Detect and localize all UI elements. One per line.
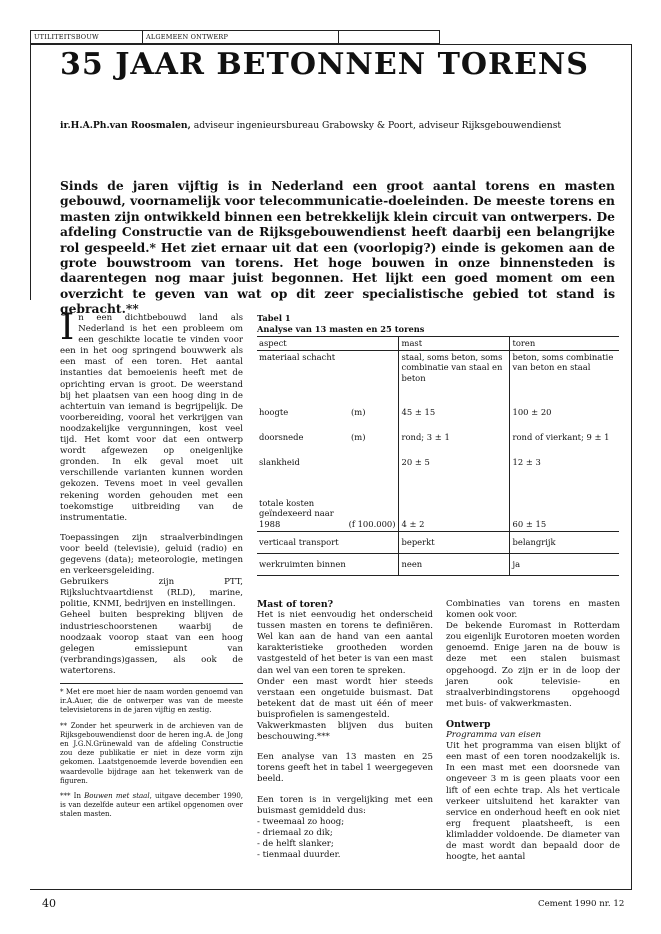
page-number: 40 (42, 897, 56, 910)
article-title: 35 JAAR BETONNEN TORENS (60, 47, 589, 82)
cell-toren: belangrijk (509, 531, 619, 553)
cell-aspect (257, 456, 398, 481)
cell-aspect (257, 481, 398, 531)
aspect-name: werkruimten binnen (259, 558, 346, 569)
intro-paragraph (60, 307, 243, 524)
analysis-paragraph: Een analyse van 13 masten en 25 torens geeft het in tabel 1 weergegeven beeld. (257, 752, 433, 785)
journal-issue: Cement 1990 nr. 12 (538, 899, 625, 909)
subheading-programma-van-eisen: Programma van eisen (446, 730, 542, 741)
users-paragraph: Gebruikers zijn PTT, Rijksluchtvaartdienst (RLD), marine, politie, KNMI, bedrijven en instellingen. (60, 577, 243, 610)
footnotes (60, 688, 243, 826)
table-row (257, 481, 619, 531)
column-2 (257, 599, 433, 861)
list-item: - driemaal zo dik; (257, 827, 333, 838)
footnote-3-prefix: *** In (60, 792, 85, 801)
aspect-name: slankheid (259, 457, 300, 468)
cell-mast: staal, soms beton, soms combinatie van staal en beton (398, 350, 509, 406)
table-row (257, 553, 619, 575)
footnote-2: ** Zonder het speurwerk in de archieven van de Rijksgebouwendienst door de heren ing.A. de Jong en J.G.N.Grünewald van de afdeling Constructie zou deze publikatie er niet in deze vorm zijn gekomen. Laatstgenoemde leverde bovendien een waardevolle bijdrage aan het tekenwerk van de figuren. (60, 721, 243, 785)
list-item: - tweemaal zo hoog; (257, 816, 345, 827)
aspect-unit: (m) (351, 407, 366, 418)
aspect-unit: (m) (351, 432, 366, 443)
vakwerk-paragraph: Vakwerkmasten blijven dus buiten beschouwing.*** (257, 721, 433, 743)
definition-paragraph: Het is niet eenvoudig het onderscheid tussen masten en torens te definiëren. Wel kan aan de hand van een aantal karakteristieke grootheden worden vastgesteld of het beter is van een mast dan wel van een toren te spreken. (257, 610, 433, 676)
frame-right-rule (631, 44, 632, 890)
footnote-rule (60, 683, 243, 684)
comparison-paragraph: Een toren is in vergelijking met een buismast gemiddeld dus: (257, 794, 433, 816)
section-tab-empty (339, 31, 439, 43)
table-row (257, 431, 619, 456)
drop-cap: I (60, 307, 75, 348)
byline (60, 120, 561, 131)
table-header-row (257, 337, 619, 351)
footnote-3-text: , uitgave december 1990, is van dezelfde auteur een artikel opgenomen over stalen masten. (60, 792, 243, 819)
applications-paragraph: Toepassingen zijn straalverbindingen voor beeld (televisie), geluid (radio) en gegevens (data); meteorologie, metingen en verkeersgeleiding. (60, 532, 243, 577)
table-row (257, 456, 619, 481)
cell-mast: 45 ± 15 (398, 406, 509, 431)
lead-paragraph: Sinds de jaren vijftig is in Nederland een groot aantal torens en masten gebouwd, voornamelijk voor telecommunicatie-doeleinden. De meeste torens en masten zijn ontwikkeld binnen een betrekkelijk klein circuit van ontwerpers. De afdeling Constructie van de Rijksgebouwendienst heeft daarbij een belangrijke rol gespeeld.* Het ziet ernaar uit dat een (voorlopig?) einde is gekomen aan de grote bouwstroom van torens. Het hoge bouwen in onze binnensteden is daarentegen nog maar juist begonnen. Het lijkt een goed moment om een overzicht te geven van wat op dit zeer specialistische gebied tot stand is gebracht.** (60, 178, 615, 317)
table-title (257, 313, 424, 334)
header-aspect: aspect (257, 337, 398, 351)
section-tab-bar (30, 30, 440, 44)
cell-aspect (257, 531, 398, 553)
list-item: - tienmaal duurder. (257, 849, 341, 860)
mast-definition-paragraph: Onder een mast wordt hier steeds verstaan een ongetuide buismast. Dat betekent dat de mast uit één of meer buisprofielen is samengesteld. (257, 676, 433, 720)
footnote-3 (60, 792, 243, 820)
combinations-paragraph: Combinaties van torens en masten komen ook voor. (446, 599, 620, 621)
header-mast: mast (398, 337, 509, 351)
euromast-paragraph: De bekende Euromast in Rotterdam zou eigenlijk Eurotoren moeten worden genoemd. Enige jaren na de bouw is deze met een stalen buismast opgehoogd. Zo zijn er in de loop der jaren ook televisie- en straalverbindingstorens opgehoogd met buis- of vakwerkmasten. (446, 621, 620, 709)
analysis-table (257, 336, 619, 576)
cell-mast: neen (398, 553, 509, 575)
section-heading-ontwerp: Ontwerp (446, 718, 491, 730)
cell-aspect (257, 350, 398, 406)
table-row (257, 350, 619, 406)
cell-aspect (257, 431, 398, 456)
program-paragraph: Uit het programma van eisen blijkt of een mast of een toren noodzakelijk is. In een mast met een doorsnede van ongeveer 3 m is geen plaats voor een lift of een echte trap. Als het verticale verkeer uitsluitend het karakter van service en onderhoud heeft en ook niet erg frequent plaatsheeft, is een klimladder voldoende. De diameter van de mast wordt dan bepaald door de hoogte, het aantal (446, 741, 620, 863)
cell-mast: beperkt (398, 531, 509, 553)
author-affiliation: adviseur ingenieursbureau Grabowsky & Poort, adviseur Rijksgebouwendienst (190, 120, 562, 131)
aspect-unit: (f 100.000) (348, 519, 396, 529)
frame-left-rule (30, 44, 31, 300)
cell-toren: beton, soms combinatie van beton en staal (509, 350, 619, 406)
cell-toren: 12 ± 3 (509, 456, 619, 481)
table-caption: Analyse van 13 masten en 25 torens (257, 323, 425, 334)
section-tab-algemeen-ontwerp: ALGEMEEN ONTWERP (143, 31, 339, 43)
intro-text: n een dichtbebouwd land als Nederland is het een probleem om een geschikte locatie te vinden voor een in het oog springend bouwwerk als een mast of een toren. Het aantal instanties dat bemoeienis heeft met de oprichting ervan is groot. De weerstand bij het plaatsen van een hoog ding in de achtertuin van iemand is begrijpelijk. De voorbereiding, vooral het verkrijgen van noodzakelijke vergunningen, kost veel tijd. Het komt voor dat een ontwerp wordt afgewezen op oneigenlijke gronden. In elk geval moet uit verschillende varianten kunnen worden gekozen. Tevens moet in veel gevallen rekening worden gehouden met een toekomstige uitbreiding van de instrumentatie. (60, 313, 243, 523)
cell-toren: 60 ± 15 (509, 481, 619, 531)
cell-toren: rond of vierkant; 9 ± 1 (509, 431, 619, 456)
table-row (257, 531, 619, 553)
cell-mast: rond; 3 ± 1 (398, 431, 509, 456)
header-toren: toren (509, 337, 619, 351)
frame-bottom-rule (30, 889, 632, 890)
footnote-3-title: Bouwen met staal (84, 792, 150, 801)
aspect-name: materiaal schacht (259, 351, 336, 362)
footnote-1: * Met ere moet hier de naam worden genoemd van ir.A.Auer, die de ontwerper was van de meeste televisietorens in de jaren vijftig en zestig. (60, 688, 243, 715)
author-name: ir.H.A.Ph.van Roosmalen, (60, 120, 191, 131)
cell-toren: ja (509, 553, 619, 575)
cell-aspect (257, 406, 398, 431)
exclusions-paragraph: Geheel buiten bespreking blijven de industrieschoorstenen waarbij de noodzaak voorop staat van een hoog gelegen emissiepunt van (verbrandings)gassen, als ook de watertorens. (60, 610, 243, 676)
column-3 (446, 599, 620, 863)
aspect-name: doorsnede (259, 432, 304, 443)
cell-mast: 20 ± 5 (398, 456, 509, 481)
section-tab-utiliteitsbouw: UTILITEITSBOUW (31, 31, 143, 43)
cell-toren: 100 ± 20 (509, 406, 619, 431)
table-label: Tabel 1 (257, 313, 291, 323)
list-item: - de helft slanker; (257, 838, 334, 849)
cell-mast: 4 ± 2 (398, 481, 509, 531)
aspect-name: hoogte (259, 407, 289, 418)
table-row (257, 406, 619, 431)
section-heading-mast-of-toren: Mast of toren? (257, 599, 334, 610)
cell-aspect (257, 553, 398, 575)
column-1 (60, 307, 243, 677)
aspect-name: totale kosten geïndexeerd naar 1988 (259, 497, 334, 529)
frame-top-rule (30, 44, 632, 45)
aspect-name: verticaal transport (259, 536, 339, 547)
